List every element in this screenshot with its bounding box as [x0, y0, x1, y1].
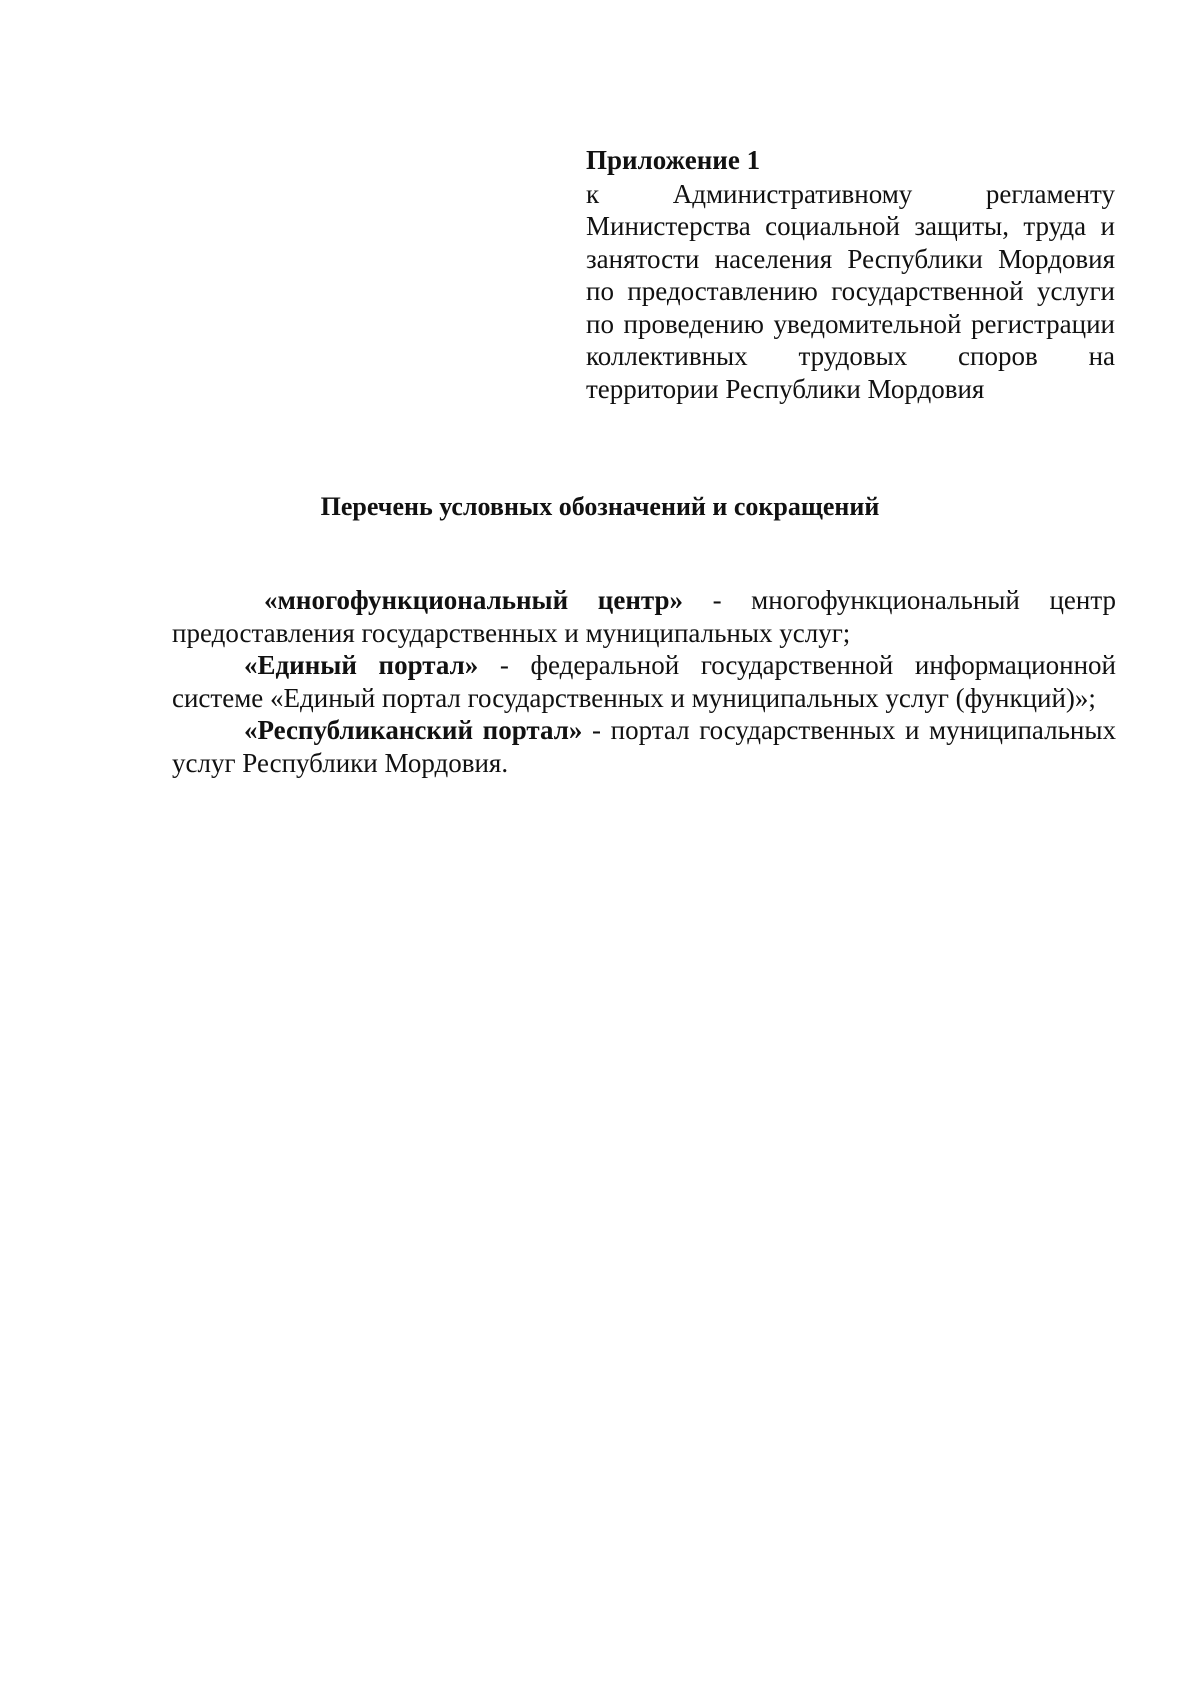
- appendix-text: к Административному регламенту Министерства социальной защиты, труда и занятости населения Республики Мордовия по предоставлению государственной услуги по проведению уведомительной регистрации коллективных трудовых споров на территории Республики Мордовия: [586, 178, 1115, 404]
- definition-text: - портал государственных и муниципальных услуг Республики Мордовия.: [172, 715, 1116, 778]
- definitions-list: [172, 584, 1116, 779]
- definition-text: - федеральной государственной информационной системе «Единый портал государственных и муниципальных услуг (функций)»;: [172, 650, 1116, 713]
- document-heading: Перечень условных обозначений и сокращений: [320, 492, 880, 521]
- definition-term: «Единый портал»: [244, 650, 479, 680]
- definition-term: «многофункциональный центр»: [264, 585, 683, 615]
- definition-item-republic-portal: [172, 714, 1116, 779]
- definition-item-unified-portal: [172, 649, 1116, 714]
- definition-term: «Республиканский портал»: [244, 715, 583, 745]
- definition-text: - многофункциональный центр предоставления государственных и муниципальных услуг;: [172, 585, 1116, 648]
- appendix-block: [586, 144, 1115, 405]
- definition-item-mfc: [172, 584, 1116, 649]
- appendix-title: Приложение 1: [586, 145, 761, 175]
